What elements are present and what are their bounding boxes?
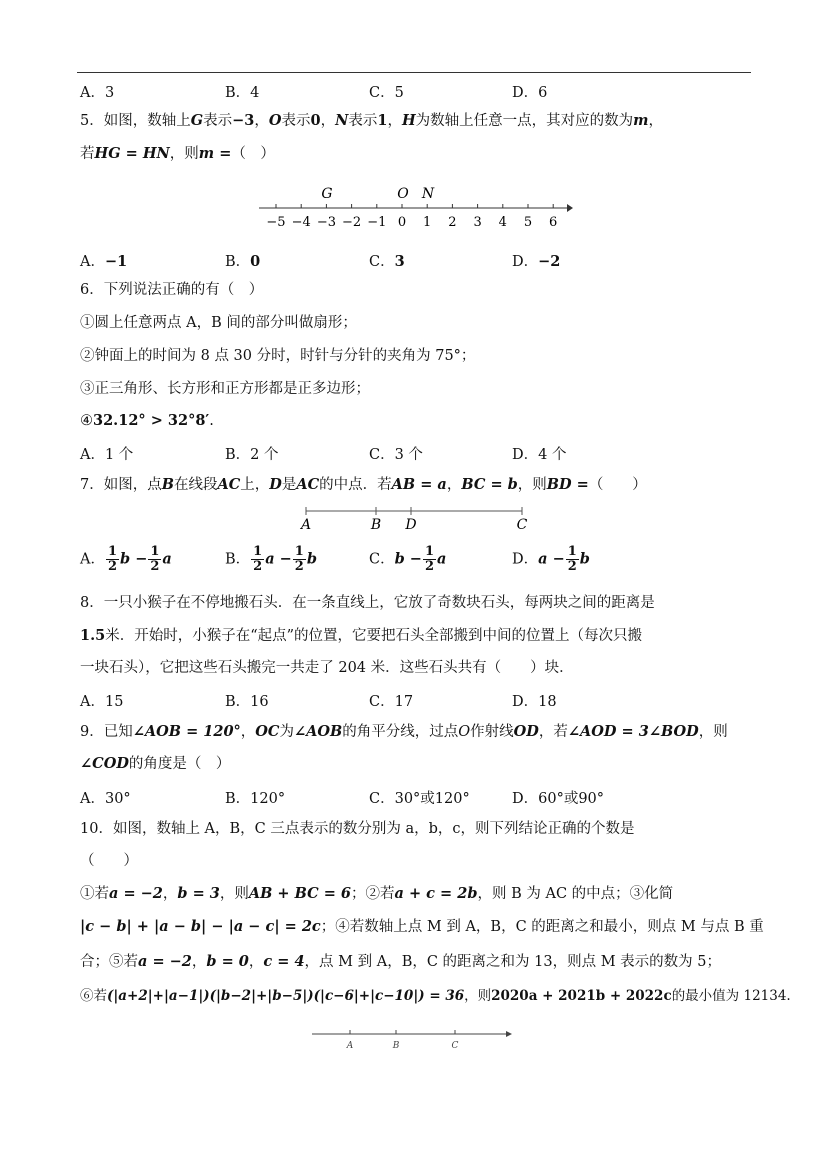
q7-option-b[interactable]: B． $\frac{1}{2}$ a − $\frac{1}{2}$ b — [225, 544, 317, 574]
q5-axis-arrow — [567, 204, 573, 212]
q5-tick-label: 4 — [498, 215, 507, 230]
q5-tick-label: −3 — [316, 215, 336, 230]
q10-line6: ⑥若(|a+2|+|a−1|)(|b−2|+|b−5|)(|c−6|+|c−10|) = 36，则2020a + 2021b + 2022c的最小值为 12134. — [80, 988, 791, 1004]
q7-option-c[interactable]: C．b − $\frac{1}{2}$ a — [369, 544, 447, 574]
q8-option-c[interactable]: C．17 — [369, 694, 414, 710]
q5-tick-label: 6 — [549, 215, 558, 230]
q7-segment-figure — [296, 503, 536, 533]
q8-option-a[interactable]: A．15 — [80, 694, 124, 710]
q5-label-o: O — [397, 186, 409, 202]
q9-option-c[interactable]: C．30°或120° — [369, 791, 470, 807]
q5-option-b[interactable]: B．0 — [225, 253, 261, 270]
q6-option-d[interactable]: D．4 个 — [512, 447, 567, 463]
q6-option-c[interactable]: C．3 个 — [369, 447, 423, 463]
q4-option-a[interactable]: A．3 — [80, 85, 115, 101]
q10-line3: ①若a = −2，b = 3，则AB + BC = 6；②若a + c = 2b，则 B 为 AC 的中点；③化简 — [80, 885, 674, 902]
q5-tick-label: −2 — [342, 215, 362, 230]
q4-option-c[interactable]: C．5 — [369, 85, 404, 101]
q6-statement-3: ③正三角形、长方形和正方形都是正多边形； — [80, 381, 370, 397]
q7-label-a: A — [300, 517, 312, 533]
q9-option-d[interactable]: D．60°或90° — [512, 791, 605, 807]
q10-label-c: C — [451, 1041, 459, 1051]
q7-label-b: B — [370, 517, 382, 533]
q5-tick-label: 5 — [523, 215, 533, 230]
q10-line5: 合；⑤若a = −2，b = 0，c = 4，点 M 到 A，B，C 的距离之和为 13，则点 M 表示的数为 5； — [80, 953, 722, 970]
q7-stem: 7．如图，点B在线段AC上，D是AC的中点．若AB = a，BC = b，则BD =（ ） — [80, 476, 647, 493]
q7-option-a[interactable]: A． $\frac{1}{2}$ b − $\frac{1}{2}$ a — [80, 544, 172, 574]
q5-option-d[interactable]: D．−2 — [512, 253, 561, 270]
q8-line2: 1.5米．开始时，小猴子在“起点”的位置，它要把石头全部搬到中间的位置上（每次只搬 — [80, 627, 643, 644]
q8-option-b[interactable]: B．16 — [225, 694, 269, 710]
q5-tick-label: 2 — [448, 215, 457, 230]
q5-tick-label: 3 — [473, 215, 482, 230]
q8-option-d[interactable]: D．18 — [512, 694, 557, 710]
q4-option-b[interactable]: B．4 — [225, 85, 260, 101]
q4-option-d[interactable]: D．6 — [512, 85, 548, 101]
q8-line3: 一块石头），它把这些石头搬完一共走了 204 米．这些石头共有（ ）块． — [80, 660, 574, 676]
q10-line2: （ ） — [80, 853, 138, 869]
q6-option-a[interactable]: A．1 个 — [80, 447, 134, 463]
q5-tick-label: −5 — [266, 215, 286, 230]
q5-number-line — [255, 180, 575, 236]
q8-line1: 8．一只小猴子在不停地搬石头．在一条直线上，它放了奇数块石头，每两块之间的距离是 — [80, 595, 655, 611]
q5-tick-label: 1 — [423, 215, 432, 230]
q9-option-a[interactable]: A．30° — [80, 791, 131, 807]
q6-stem: 6．下列说法正确的有（ ） — [80, 282, 264, 298]
q5-stem-line2: 若HG = HN，则m =（ ） — [80, 145, 275, 162]
q10-label-b: B — [392, 1041, 400, 1051]
q10-line1: 10．如图，数轴上 A，B，C 三点表示的数分别为 a，b，c，则下列结论正确的个数是 — [80, 821, 635, 837]
q7-option-d[interactable]: D．a − $\frac{1}{2}$ b — [512, 544, 590, 574]
q5-tick-label: −4 — [291, 215, 311, 230]
q5-option-a[interactable]: A．−1 — [80, 253, 128, 270]
q10-number-line — [310, 1026, 520, 1054]
q6-statement-1: ①圆上任意两点 A，B 间的部分叫做扇形； — [80, 315, 357, 331]
q6-statement-2: ②钟面上的时间为 8 点 30 分时，时针与分针的夹角为 75°； — [80, 348, 476, 364]
q9-line2: ∠COD的角度是（ ） — [80, 755, 231, 772]
q5-stem-line1: 5．如图，数轴上G表示−3，O表示0，N表示1，H为数轴上任意一点，其对应的数为m， — [80, 112, 664, 129]
q10-axis-arrow — [506, 1031, 512, 1037]
q9-option-b[interactable]: B．120° — [225, 791, 286, 807]
q5-label-n: N — [421, 186, 435, 202]
header-rule — [77, 72, 751, 73]
q6-statement-4: ④32.12° > 32°8′. — [80, 412, 214, 429]
q5-option-c[interactable]: C．3 — [369, 253, 405, 270]
q7-label-c: C — [516, 517, 528, 533]
q10-line4: |c − b| + |a − b| − |a − c| = 2c；④若数轴上点 M 到 A，B，C 的距离之和最小，则点 M 与点 B 重 — [80, 918, 764, 935]
q5-tick-label: 0 — [397, 215, 407, 230]
q9-line1: 9．已知∠AOB = 120°，OC为∠AOB的角平分线，过点O作射线OD，若∠AOD = 3∠BOD，则 — [80, 723, 728, 740]
q6-option-b[interactable]: B．2 个 — [225, 447, 279, 463]
q10-label-a: A — [346, 1041, 354, 1051]
q5-tick-label: −1 — [367, 215, 387, 230]
q7-label-d: D — [405, 517, 417, 533]
q5-label-g: G — [321, 186, 333, 202]
